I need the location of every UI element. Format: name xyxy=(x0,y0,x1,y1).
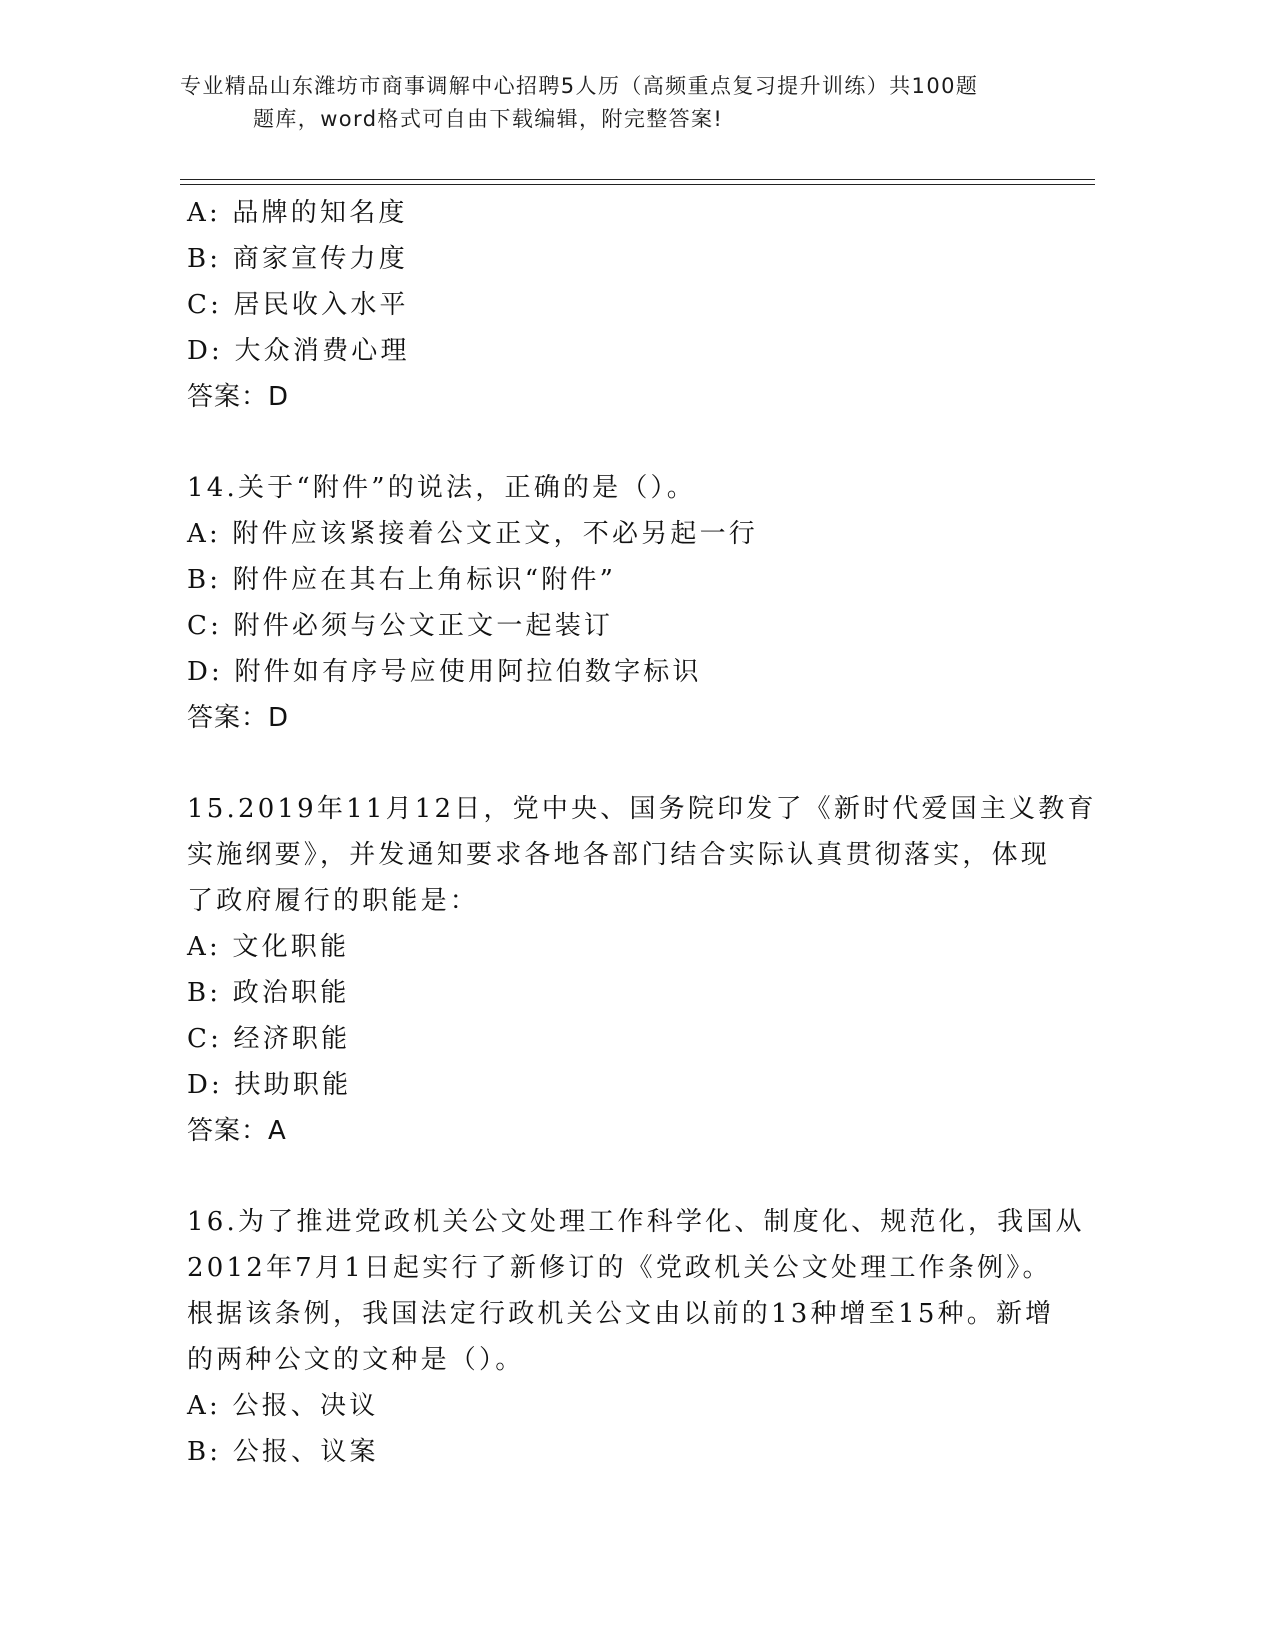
header-line-1: 专业精品山东潍坊市商事调解中心招聘5人历（高频重点复习提升训练）共100题 xyxy=(180,74,979,98)
option-d: D: 大众消费心理 xyxy=(187,336,410,366)
question-13-continued xyxy=(187,190,1087,420)
answer-line: 答案：A xyxy=(187,1116,287,1146)
question-stem: 14.关于“附件”的说法，正确的是（）。 xyxy=(187,473,696,503)
document-body xyxy=(187,190,1097,1475)
option-a: A: 文化职能 xyxy=(187,932,350,962)
option-b: B: 商家宣传力度 xyxy=(187,244,408,274)
question-stem-line: 15.2019年11月12日，党中央、国务院印发了《新时代爱国主义教育 xyxy=(187,794,1097,824)
header-divider-bottom xyxy=(180,184,1095,185)
option-a: A: 公报、决议 xyxy=(187,1391,379,1421)
document-header xyxy=(180,70,1080,136)
answer-line: 答案：D xyxy=(187,703,290,733)
option-c: C: 附件必须与公文正文一起装订 xyxy=(187,611,614,641)
question-stem-line: 2012年7月1日起实行了新修订的《党政机关公文处理工作条例》。 xyxy=(187,1253,1052,1283)
question-stem-line: 根据该条例，我国法定行政机关公文由以前的13种增至15种。新增 xyxy=(187,1299,1055,1329)
question-stem-line: 了政府履行的职能是： xyxy=(187,886,480,916)
answer-line: 答案：D xyxy=(187,382,290,412)
header-divider-top xyxy=(180,179,1095,180)
option-c: C: 居民收入水平 xyxy=(187,290,409,320)
question-14 xyxy=(187,465,1087,741)
question-stem-line: 实施纲要》，并发通知要求各地各部门结合实际认真贯彻落实，体现 xyxy=(187,840,1051,870)
option-c: C: 经济职能 xyxy=(187,1024,351,1054)
option-b: B: 公报、议案 xyxy=(187,1437,379,1467)
header-line-2: 题库，word格式可自由下载编辑，附完整答案! xyxy=(253,107,724,131)
option-a: A: 品牌的知名度 xyxy=(187,198,408,228)
question-stem-line: 的两种公文的文种是（）。 xyxy=(187,1345,525,1375)
question-15 xyxy=(187,786,1097,1154)
option-d: D: 扶助职能 xyxy=(187,1070,352,1100)
option-a: A: 附件应该紧接着公文正文，不必另起一行 xyxy=(187,519,759,549)
option-b: B: 附件应在其右上角标识“附件” xyxy=(187,565,617,595)
question-16 xyxy=(187,1199,1087,1475)
question-stem-line: 16.为了推进党政机关公文处理工作科学化、制度化、规范化，我国从 xyxy=(187,1207,1085,1237)
option-b: B: 政治职能 xyxy=(187,978,350,1008)
option-d: D: 附件如有序号应使用阿拉伯数字标识 xyxy=(187,657,702,687)
